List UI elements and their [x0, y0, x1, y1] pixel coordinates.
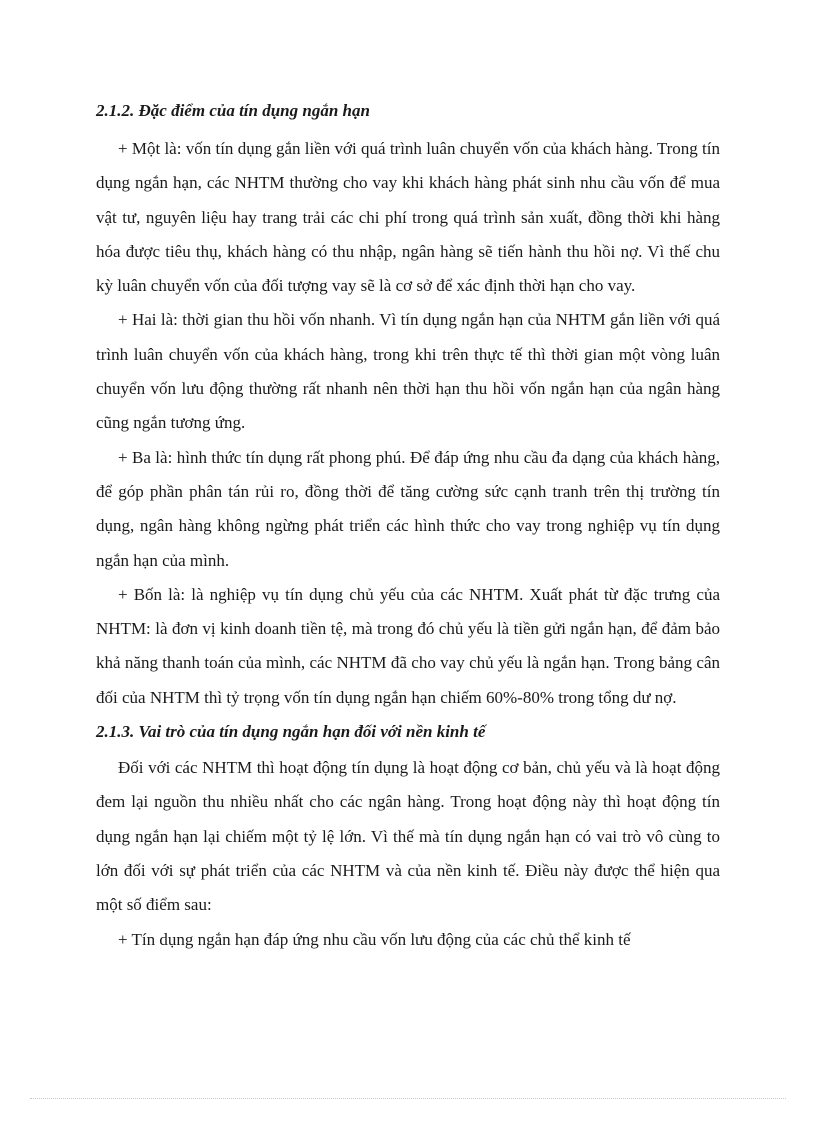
- page-footer-divider: [30, 1098, 786, 1099]
- section-heading-2-1-3: 2.1.3. Vai trò của tín dụng ngắn hạn đối với nền kinh tế: [96, 722, 486, 742]
- paragraph-mot-la: + Một là: vốn tín dụng gắn liền với quá trình luân chuyển vốn của khách hàng. Trong tín dụng ngắn hạn, các NHTM thường cho vay khi khách hàng phát sinh nhu cầu vốn để mua vật tư, nguyên liệu hay trang trải các chi phí trong quá trình sản xuất, đồng thời khi hàng hóa được tiêu thụ, khách hàng có thu nhập, ngân hàng sẽ tiến hành thu hồi nợ. Vì thế chu kỳ luân chuyển vốn của đối tượng vay sẽ là cơ sở để xác định thời hạn cho vay.: [96, 139, 720, 296]
- paragraph-ba-la: + Ba là: hình thức tín dụng rất phong phú. Để đáp ứng nhu cầu đa dạng của khách hàng, để góp phần phân tán rủi ro, đồng thời để tăng cường sức cạnh tranh trên thị trường tín dụng, ngân hàng không ngừng phát triển các hình thức cho vay trong nghiệp vụ tín dụng ngắn hạn của mình.: [96, 447, 720, 570]
- document-body: [96, 100, 720, 957]
- section-heading-2-1-2: 2.1.2. Đặc điểm của tín dụng ngắn hạn: [96, 101, 370, 120]
- paragraph-bon-la: + Bốn là: là nghiệp vụ tín dụng chủ yếu của các NHTM. Xuất phát từ đặc trưng của NHTM: là đơn vị kinh doanh tiền tệ, mà trong đó chủ yếu là tiền gửi ngắn hạn, để đảm bảo khả năng thanh toán của mình, các NHTM đã cho vay chủ yếu là ngắn hạn. Trong bảng cân đối của NHTM thì tỷ trọng vốn tín dụng ngắn hạn chiếm 60%-80% trong tổng dư nợ.: [96, 584, 720, 707]
- paragraph-hai-la: + Hai là: thời gian thu hồi vốn nhanh. Vì tín dụng ngắn hạn của NHTM gắn liền với quá trình luân chuyển vốn của khách hàng, trong khi trên thực tế thì thời gian một vòng luân chuyển vốn lưu động thường rất nhanh nên thời hạn thu hồi vốn ngắn hạn của ngân hàng cũng ngắn tương ứng.: [96, 310, 720, 433]
- paragraph-intro-role: Đối với các NHTM thì hoạt động tín dụng là hoạt động cơ bản, chủ yếu và là hoạt động đem lại nguồn thu nhiều nhất cho các ngân hàng. Trong hoạt động này thì hoạt động tín dụng ngắn hạn lại chiếm một tỷ lệ lớn. Vì thế mà tín dụng ngắn hạn có vai trò vô cùng to lớn đối với sự phát triển của các NHTM và của nền kinh tế. Điều này được thể hiện qua một số điểm sau:: [96, 758, 720, 915]
- paragraph-role-item-1: + Tín dụng ngắn hạn đáp ứng nhu cầu vốn lưu động của các chủ thể kinh tế: [118, 929, 631, 949]
